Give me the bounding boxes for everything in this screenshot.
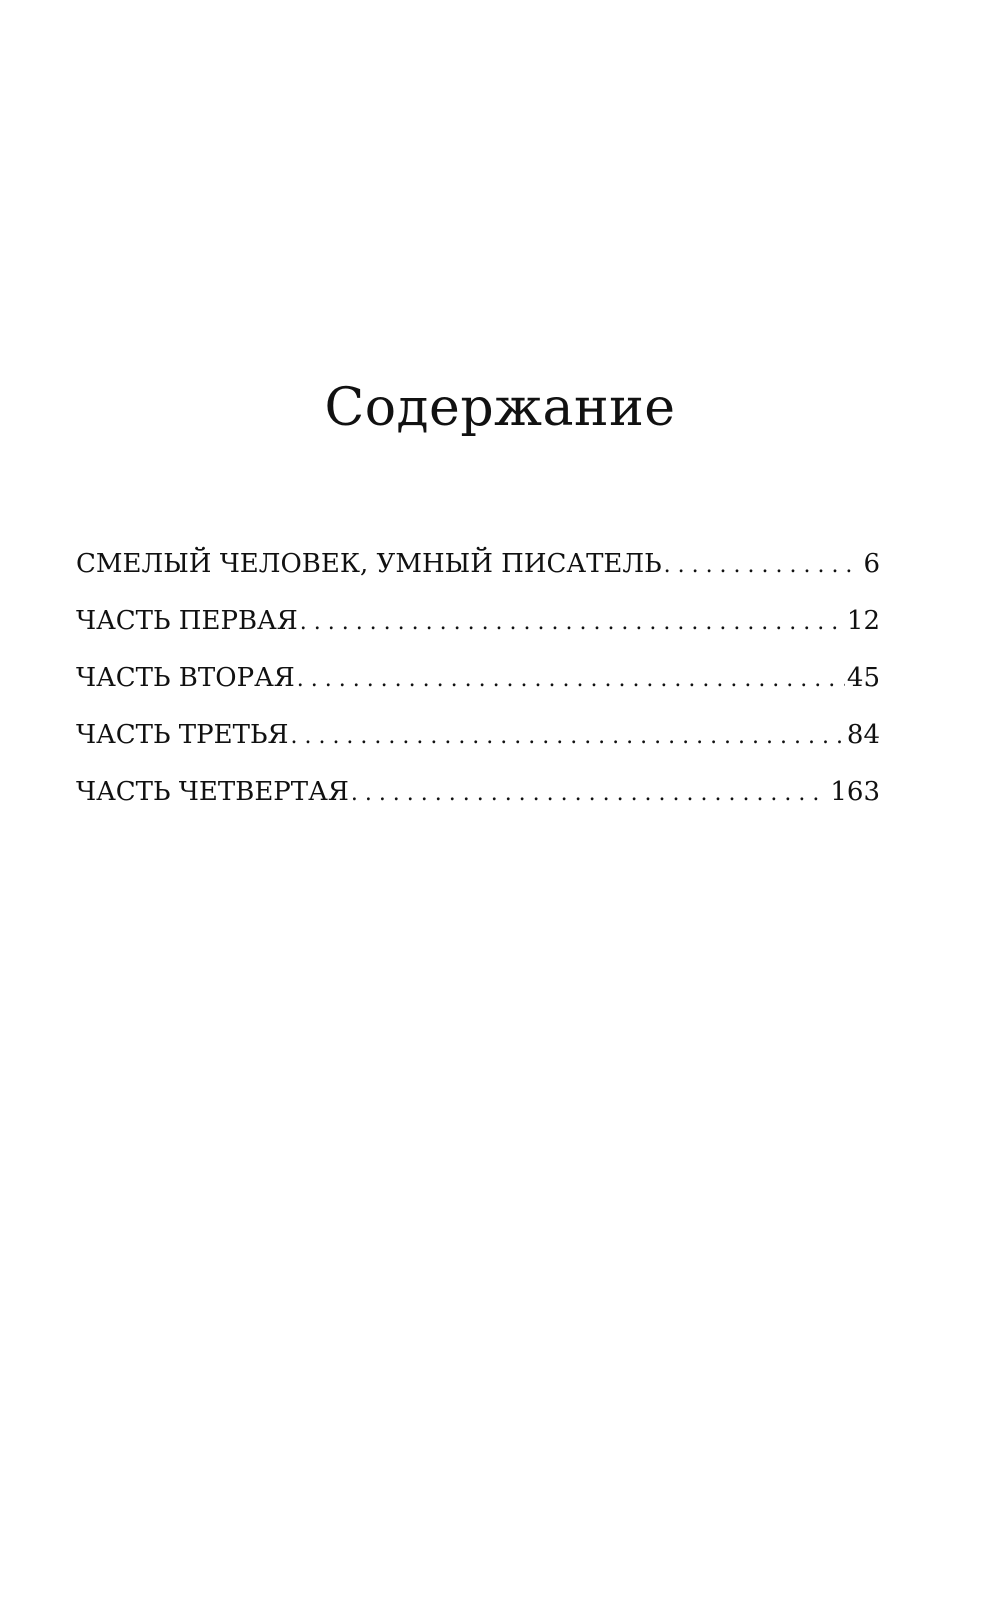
toc-entry-title: ЧАСТЬ ТРЕТЬЯ	[76, 720, 289, 750]
toc-entry-page: 84	[846, 720, 880, 750]
toc-entry-title: ЧАСТЬ ВТОРАЯ	[76, 663, 295, 693]
page-title: Содержание	[324, 378, 676, 438]
dot-leader	[297, 651, 845, 708]
dot-leader	[664, 537, 862, 594]
dot-leader	[300, 594, 845, 651]
toc-entry	[76, 764, 880, 821]
dot-leader	[351, 765, 829, 822]
toc-entry-title: СМЕЛЫЙ ЧЕЛОВЕК, УМНЫЙ ПИСАТЕЛЬ	[76, 549, 662, 579]
toc-entry	[76, 593, 880, 650]
toc-entry-page: 163	[830, 777, 880, 807]
toc-entry	[76, 707, 880, 764]
toc-entry-page: 6	[863, 549, 880, 579]
toc-entry-page: 12	[846, 606, 880, 636]
dot-leader	[290, 708, 844, 765]
toc-entry-title: ЧАСТЬ ПЕРВАЯ	[76, 606, 298, 636]
table-of-contents	[76, 536, 880, 821]
toc-entry-page: 45	[846, 663, 880, 693]
toc-entry	[76, 536, 880, 593]
toc-entry	[76, 650, 880, 707]
toc-entry-title: ЧАСТЬ ЧЕТВЕРТАЯ	[76, 777, 349, 807]
